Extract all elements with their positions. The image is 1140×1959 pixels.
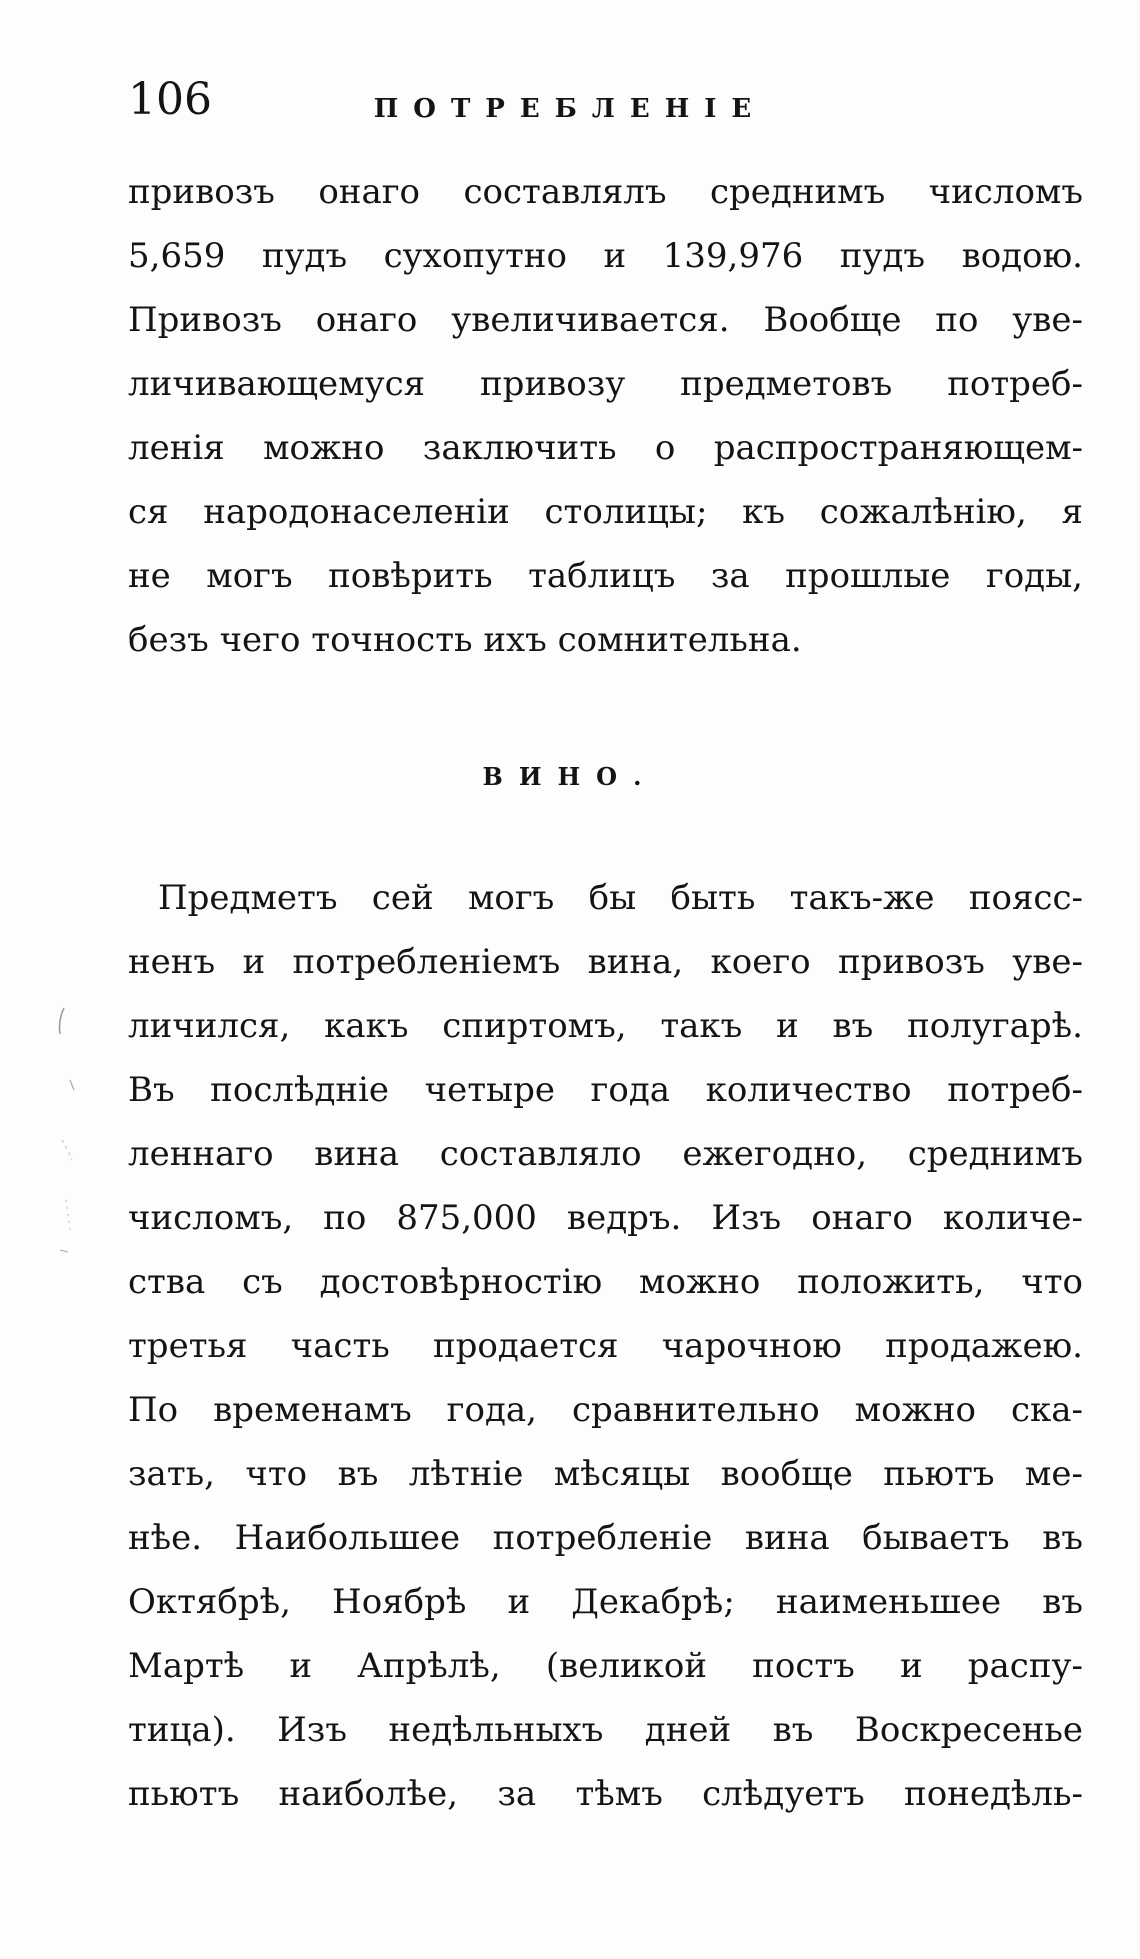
text-line: личивающемуся привозу предметовъ потреб- — [128, 364, 1083, 404]
text-line: ненъ и потребленіемъ вина, коего привозъ уве- — [128, 942, 1083, 982]
text-line: числомъ, по 875,000 ведръ. Изъ онаго количе- — [128, 1198, 1083, 1238]
text-line: не могъ повѣрить таблицъ за прошлые годы, — [128, 556, 1083, 596]
section-heading: ВИНО. — [482, 762, 658, 791]
text-line: По временамъ года, сравнительно можно ска- — [128, 1390, 1083, 1430]
text-line: ства съ достовѣрностію можно положить, что — [128, 1262, 1083, 1302]
text-line: ся народонаселеніи столицы; къ сожалѣнію, я — [128, 492, 1083, 532]
text-line: Предметъ сей могъ бы быть такъ-же поясс- — [158, 878, 1083, 918]
text-line: пьютъ наиболѣе, за тѣмъ слѣдуетъ понедѣль- — [128, 1774, 1083, 1814]
text-line: Октябрѣ, Ноябрѣ и Декабрѣ; наименьшее въ — [128, 1582, 1083, 1622]
text-line: Привозъ онаго увеличивается. Вообще по уве- — [128, 300, 1083, 340]
text-line: Мартѣ и Апрѣлѣ, (великой постъ и распу- — [128, 1646, 1083, 1686]
text-line: леннаго вина составляло ежегодно, среднимъ — [128, 1134, 1083, 1174]
text-line: безъ чего точность ихъ сомнительна. — [128, 620, 802, 660]
text-line: зать, что въ лѣтніе мѣсяцы вообще пьютъ ме- — [128, 1454, 1083, 1494]
text-line: личился, какъ спиртомъ, такъ и въ полугарѣ. — [128, 1006, 1083, 1046]
paragraph-2 — [128, 866, 1083, 1826]
text-line: третья часть продается чарочною продажею. — [128, 1326, 1083, 1366]
running-head — [0, 58, 1140, 138]
page-number: 106 — [128, 74, 212, 125]
text-line: нѣе. Наибольшее потребленіе вина бываетъ въ — [128, 1518, 1083, 1558]
text-line: Въ послѣдніе четыре года количество потреб- — [128, 1070, 1083, 1110]
text-line: привозъ онаго составлялъ среднимъ числомъ — [128, 172, 1083, 212]
text-line: тица). Изъ недѣльныхъ дней въ Воскресенье — [128, 1710, 1083, 1750]
margin-pencil-marks — [54, 1000, 94, 1260]
text-line: ленія можно заключить о распространяющем- — [128, 428, 1083, 468]
paragraph-1 — [128, 160, 1083, 672]
text-line: 5,659 пудъ сухопутно и 139,976 пудъ водою. — [128, 236, 1083, 276]
running-title: ПОТРЕБЛЕНIЕ — [373, 94, 767, 124]
